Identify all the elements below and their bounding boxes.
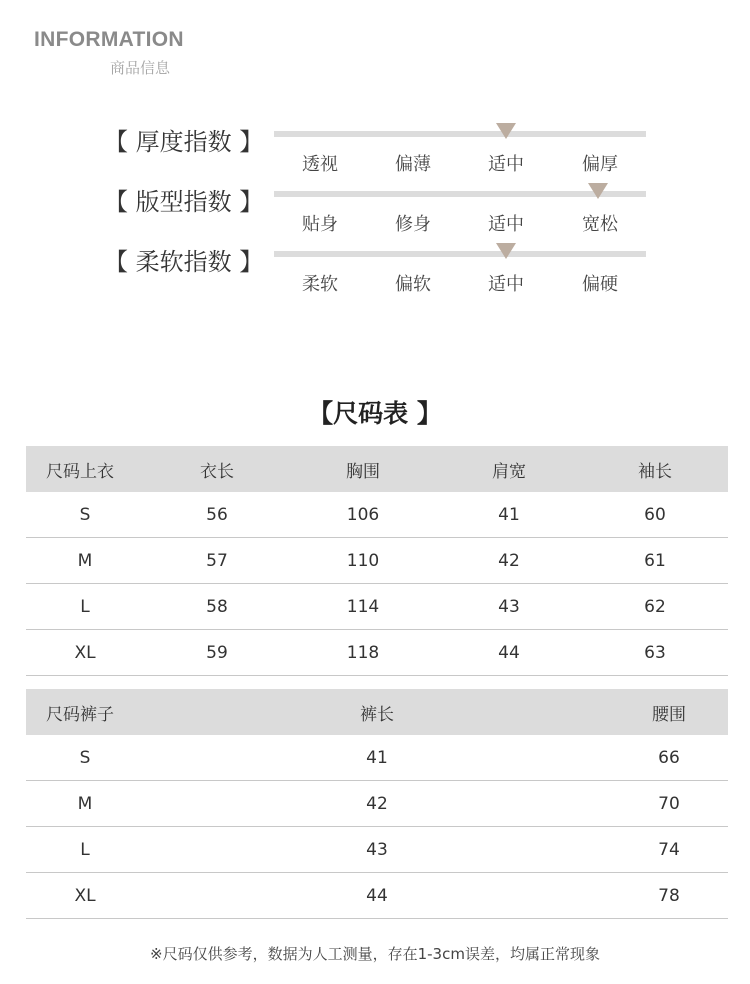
index-option: 偏软 bbox=[395, 274, 431, 295]
index-label: 【 厚度指数 】 bbox=[104, 128, 264, 156]
table-cell: 106 bbox=[290, 492, 436, 538]
table-cell: 70 bbox=[610, 781, 728, 827]
table-row bbox=[26, 781, 728, 827]
table-cell: XL bbox=[26, 630, 144, 676]
table-cell: L bbox=[26, 584, 144, 630]
table-cell: 57 bbox=[144, 538, 290, 584]
index-option: 适中 bbox=[488, 214, 524, 235]
header-cell: 肩宽 bbox=[436, 446, 582, 492]
index-marker-icon bbox=[496, 243, 516, 259]
table-cell: 78 bbox=[610, 873, 728, 919]
table-cell: 43 bbox=[144, 827, 610, 873]
header-cell: 胸围 bbox=[290, 446, 436, 492]
table-cell: 58 bbox=[144, 584, 290, 630]
size-chart-title: 【尺码表 】 bbox=[308, 399, 442, 428]
table-cell: 41 bbox=[144, 735, 610, 781]
header-cell: 尺码裤子 bbox=[26, 689, 144, 735]
table-cell: L bbox=[26, 827, 144, 873]
table-row bbox=[26, 873, 728, 919]
table-cell: 59 bbox=[144, 630, 290, 676]
table-row bbox=[26, 538, 728, 584]
table-cell: 118 bbox=[290, 630, 436, 676]
table-cell: 66 bbox=[610, 735, 728, 781]
table-cell: 56 bbox=[144, 492, 290, 538]
index-option: 修身 bbox=[395, 214, 431, 235]
index-option: 偏厚 bbox=[582, 154, 618, 175]
table-header-row bbox=[26, 446, 728, 492]
index-option: 宽松 bbox=[582, 214, 618, 235]
table-cell: XL bbox=[26, 873, 144, 919]
table-cell: S bbox=[26, 492, 144, 538]
header-cell: 衣长 bbox=[144, 446, 290, 492]
table-cell: 114 bbox=[290, 584, 436, 630]
table-cell: 41 bbox=[436, 492, 582, 538]
table-header-row bbox=[26, 689, 728, 735]
pants-size-table bbox=[26, 689, 728, 919]
table-cell: 61 bbox=[582, 538, 728, 584]
index-bar bbox=[274, 251, 646, 257]
table-cell: S bbox=[26, 735, 144, 781]
table-cell: 44 bbox=[436, 630, 582, 676]
size-note: ※尺码仅供参考，数据为人工测量，存在1-3cm误差，均属正常现象 bbox=[150, 945, 600, 963]
header-cell: 尺码上衣 bbox=[26, 446, 144, 492]
fit-index bbox=[0, 182, 750, 242]
index-option: 适中 bbox=[488, 274, 524, 295]
table-cell: 60 bbox=[582, 492, 728, 538]
thickness-index bbox=[0, 122, 750, 182]
table-row bbox=[26, 827, 728, 873]
header-cell: 袖长 bbox=[582, 446, 728, 492]
table-cell: 63 bbox=[582, 630, 728, 676]
info-title-cn: 商品信息 bbox=[110, 59, 171, 77]
index-option: 偏薄 bbox=[395, 154, 431, 175]
table-cell: 42 bbox=[144, 781, 610, 827]
table-cell: M bbox=[26, 781, 144, 827]
index-bar bbox=[274, 131, 646, 137]
table-cell: 42 bbox=[436, 538, 582, 584]
index-option: 柔软 bbox=[302, 274, 338, 295]
header-cell: 裤长 bbox=[144, 689, 610, 735]
table-cell: 62 bbox=[582, 584, 728, 630]
table-row bbox=[26, 735, 728, 781]
index-label: 【 版型指数 】 bbox=[104, 188, 264, 216]
table-cell: 43 bbox=[436, 584, 582, 630]
index-marker-icon bbox=[588, 183, 608, 199]
info-title-en: INFORMATION bbox=[34, 28, 184, 51]
table-cell: 44 bbox=[144, 873, 610, 919]
table-cell: 74 bbox=[610, 827, 728, 873]
table-row bbox=[26, 630, 728, 676]
header-cell: 腰围 bbox=[610, 689, 728, 735]
index-option: 贴身 bbox=[302, 214, 338, 235]
index-option: 偏硬 bbox=[582, 274, 618, 295]
index-option: 透视 bbox=[302, 154, 338, 175]
softness-index bbox=[0, 242, 750, 302]
index-marker-icon bbox=[496, 123, 516, 139]
top-size-table bbox=[26, 446, 728, 676]
table-row bbox=[26, 492, 728, 538]
table-row bbox=[26, 584, 728, 630]
table-cell: 110 bbox=[290, 538, 436, 584]
index-label: 【 柔软指数 】 bbox=[104, 248, 264, 276]
table-cell: M bbox=[26, 538, 144, 584]
index-option: 适中 bbox=[488, 154, 524, 175]
